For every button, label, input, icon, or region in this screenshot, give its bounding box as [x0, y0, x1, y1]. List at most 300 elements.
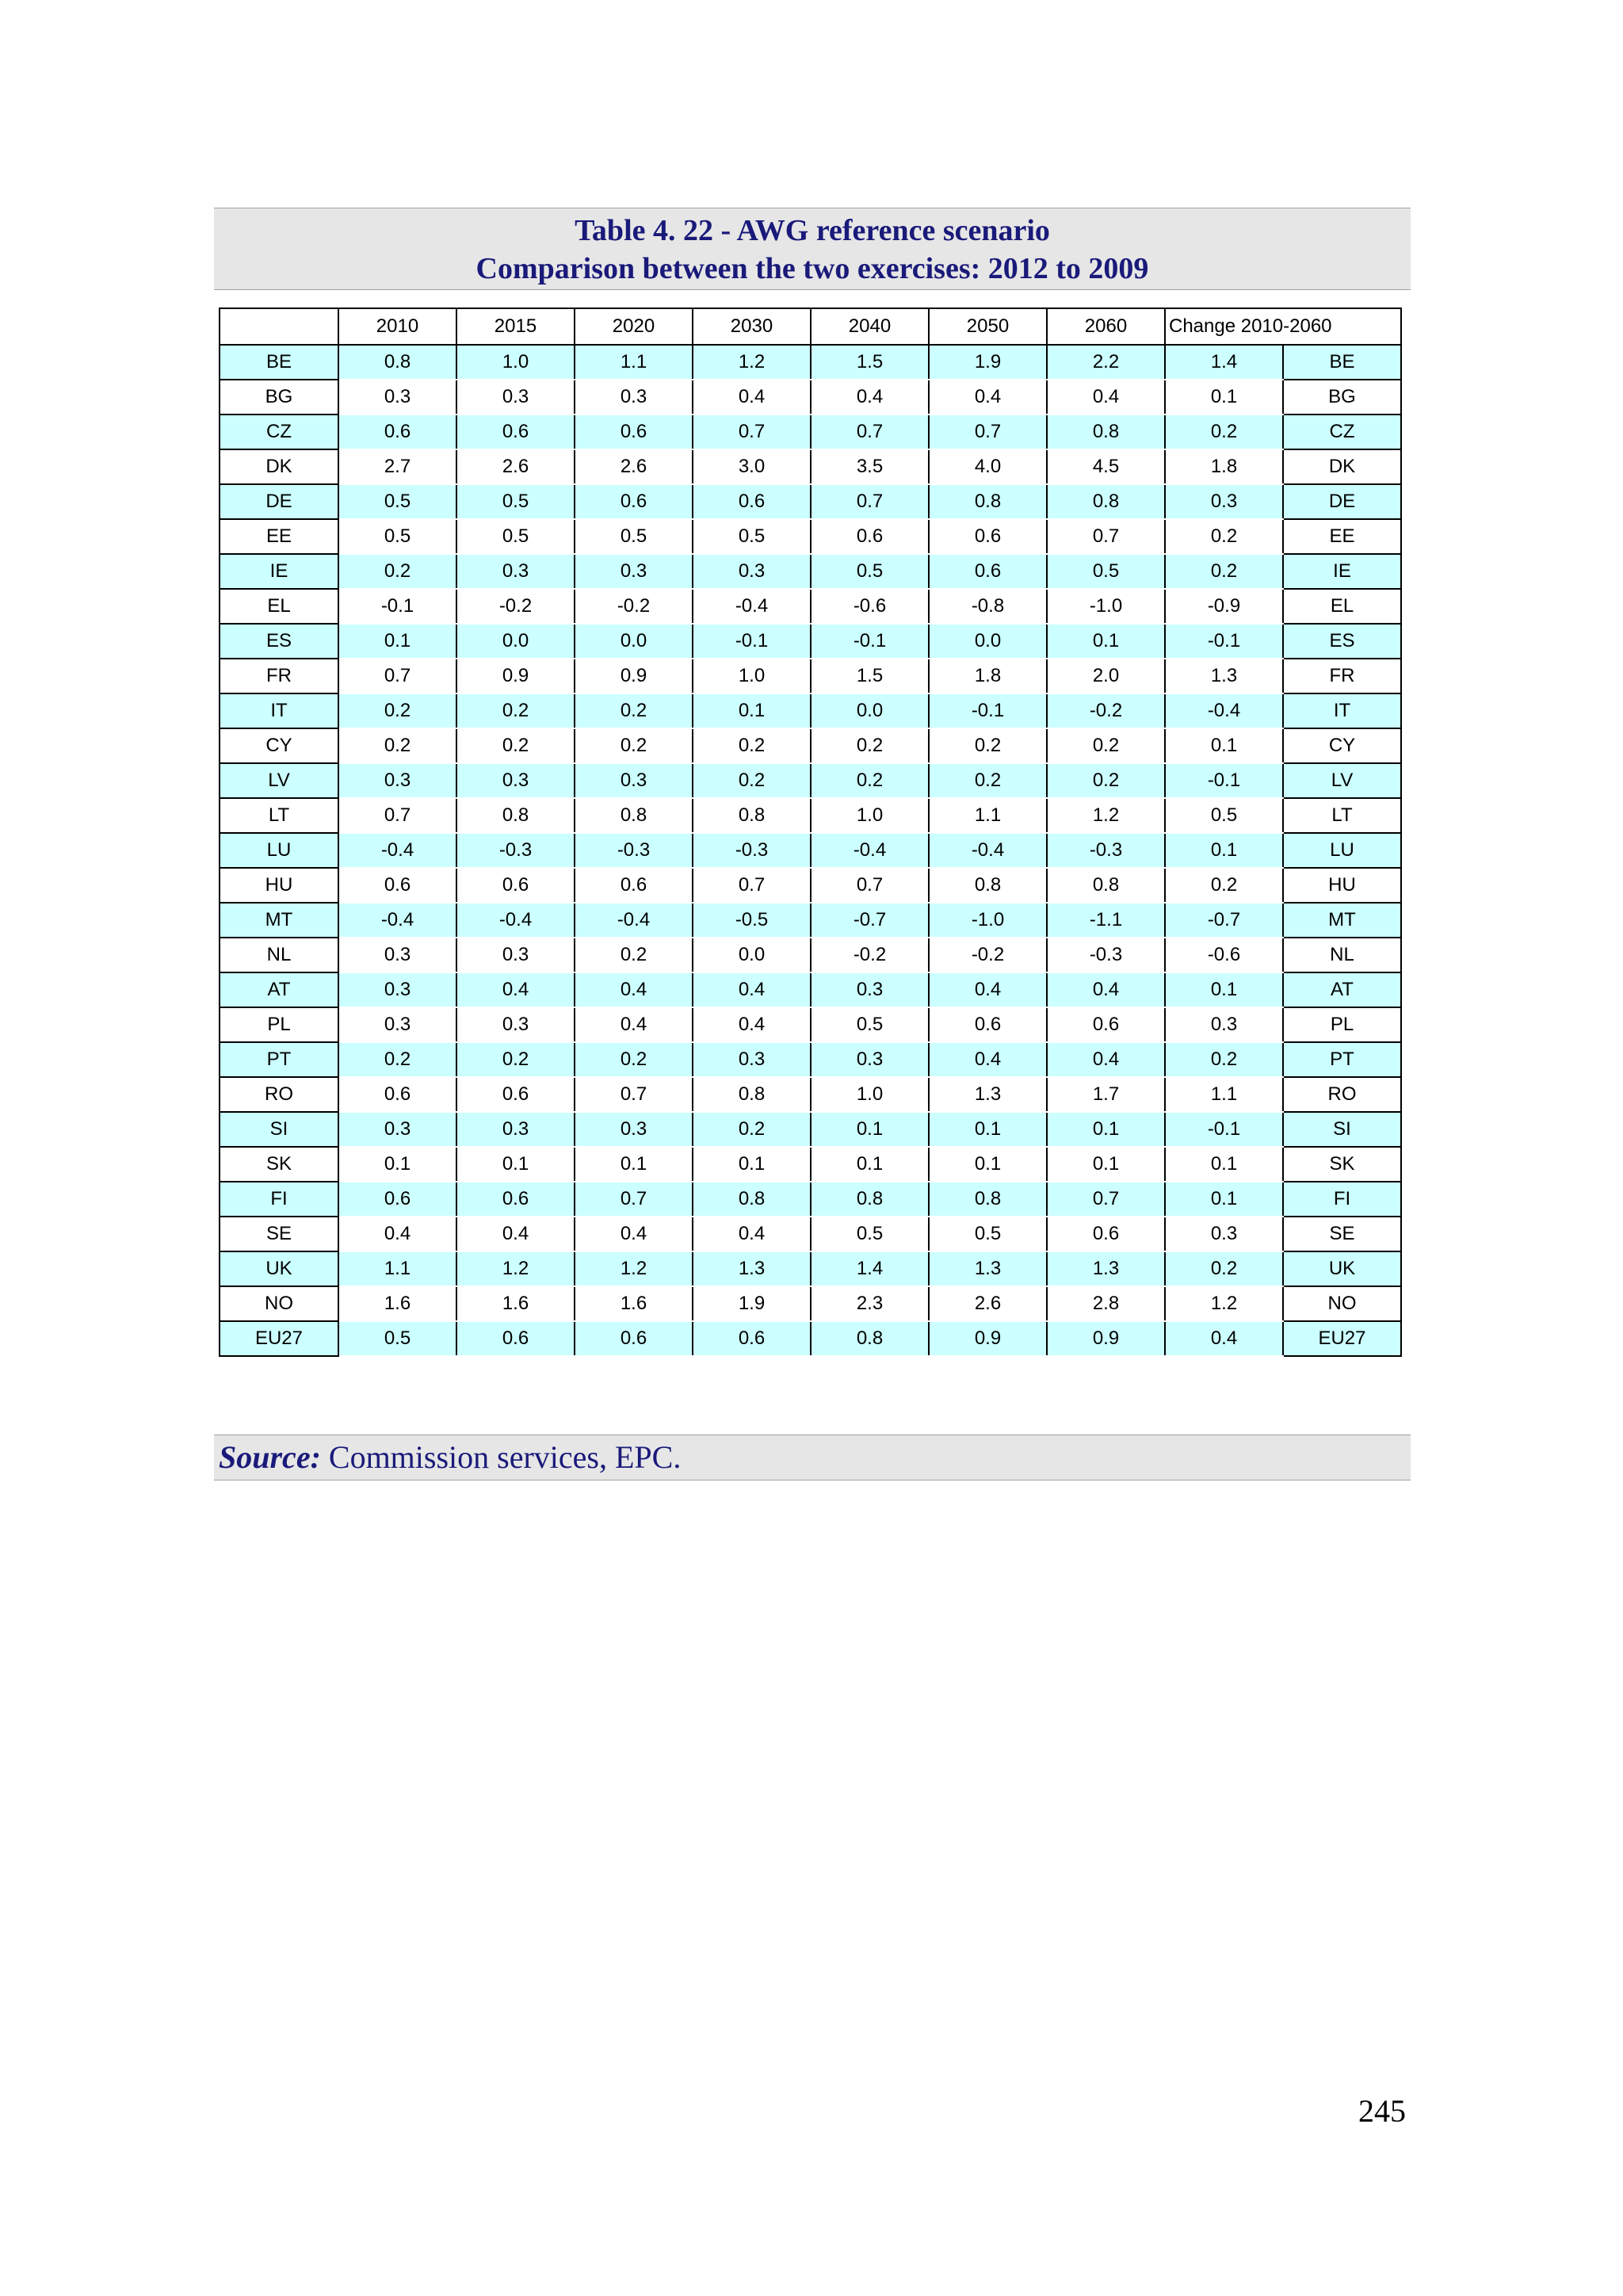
value-cell: 0.4: [693, 1217, 811, 1251]
value-cell: 0.2: [456, 693, 575, 728]
country-cell: EU27: [220, 1321, 338, 1356]
value-cell: 0.7: [575, 1077, 693, 1112]
value-cell: -0.2: [929, 938, 1047, 972]
table-row: [220, 868, 1401, 903]
value-cell: 0.3: [1165, 1007, 1283, 1042]
value-cell: 0.6: [1047, 1217, 1165, 1251]
value-cell: 0.7: [811, 868, 929, 903]
table-row: [220, 1251, 1401, 1286]
value-cell: 1.7: [1047, 1077, 1165, 1112]
value-cell: 0.6: [929, 554, 1047, 589]
header-cell-2015: 2015: [456, 308, 575, 345]
country-cell: AT: [220, 972, 338, 1007]
value-cell: 0.4: [1047, 1042, 1165, 1077]
value-cell: 0.3: [575, 763, 693, 798]
country-code-cell: LV: [1283, 763, 1401, 798]
table-row: [220, 1112, 1401, 1147]
value-cell: 0.6: [456, 1182, 575, 1217]
table-row: [220, 484, 1401, 519]
value-cell: 0.8: [575, 798, 693, 833]
value-cell: 0.8: [693, 798, 811, 833]
country-cell: FR: [220, 659, 338, 693]
value-cell: -0.3: [1047, 938, 1165, 972]
value-cell: 0.0: [811, 693, 929, 728]
value-cell: 0.4: [693, 380, 811, 415]
value-cell: 0.7: [338, 659, 456, 693]
value-cell: 1.6: [338, 1286, 456, 1321]
country-cell: CY: [220, 728, 338, 763]
value-cell: 1.3: [693, 1251, 811, 1286]
country-code-cell: PL: [1283, 1007, 1401, 1042]
country-code-cell: ES: [1283, 624, 1401, 659]
value-cell: -1.0: [929, 903, 1047, 938]
country-code-cell: LT: [1283, 798, 1401, 833]
value-cell: 1.3: [929, 1251, 1047, 1286]
value-cell: -0.2: [575, 589, 693, 624]
country-cell: FI: [220, 1182, 338, 1217]
value-cell: 0.5: [575, 519, 693, 554]
header-cell-change: Change 2010-2060: [1165, 308, 1401, 345]
value-cell: 0.0: [693, 938, 811, 972]
value-cell: -0.4: [1165, 693, 1283, 728]
value-cell: 0.1: [1047, 624, 1165, 659]
value-cell: -0.1: [693, 624, 811, 659]
value-cell: 4.5: [1047, 449, 1165, 484]
value-cell: 0.8: [1047, 415, 1165, 449]
value-cell: -1.0: [1047, 589, 1165, 624]
value-cell: -0.5: [693, 903, 811, 938]
value-cell: 2.8: [1047, 1286, 1165, 1321]
value-cell: 0.1: [1047, 1112, 1165, 1147]
table-row: [220, 1007, 1401, 1042]
value-cell: 0.7: [1047, 519, 1165, 554]
value-cell: 0.5: [811, 554, 929, 589]
value-cell: 0.9: [1047, 1321, 1165, 1356]
value-cell: 1.9: [693, 1286, 811, 1321]
value-cell: 0.2: [338, 1042, 456, 1077]
value-cell: 0.7: [811, 415, 929, 449]
value-cell: 0.0: [929, 624, 1047, 659]
country-cell: MT: [220, 903, 338, 938]
value-cell: 0.8: [1047, 868, 1165, 903]
table-row: [220, 1077, 1401, 1112]
country-cell: NL: [220, 938, 338, 972]
value-cell: 0.6: [693, 1321, 811, 1356]
value-cell: 0.4: [929, 380, 1047, 415]
header-cell-2010: 2010: [338, 308, 456, 345]
table-title-band: [214, 208, 1411, 290]
value-cell: 0.2: [1047, 728, 1165, 763]
country-cell: LU: [220, 833, 338, 868]
country-cell: DK: [220, 449, 338, 484]
value-cell: 0.5: [456, 484, 575, 519]
value-cell: 0.3: [456, 1112, 575, 1147]
country-code-cell: LU: [1283, 833, 1401, 868]
country-code-cell: HU: [1283, 868, 1401, 903]
country-cell: NO: [220, 1286, 338, 1321]
value-cell: -0.1: [1165, 624, 1283, 659]
value-cell: 0.6: [338, 415, 456, 449]
country-code-cell: NL: [1283, 938, 1401, 972]
value-cell: 1.1: [929, 798, 1047, 833]
value-cell: -0.1: [338, 589, 456, 624]
value-cell: 0.1: [1165, 1182, 1283, 1217]
value-cell: 1.5: [811, 659, 929, 693]
value-cell: 0.0: [456, 624, 575, 659]
country-cell: SI: [220, 1112, 338, 1147]
value-cell: -0.1: [1165, 763, 1283, 798]
value-cell: 0.4: [575, 1217, 693, 1251]
value-cell: 0.1: [1165, 380, 1283, 415]
value-cell: 0.4: [811, 380, 929, 415]
value-cell: 1.2: [1047, 798, 1165, 833]
table-row: [220, 1286, 1401, 1321]
value-cell: 0.6: [693, 484, 811, 519]
country-code-cell: NO: [1283, 1286, 1401, 1321]
value-cell: 1.3: [929, 1077, 1047, 1112]
value-cell: 2.0: [1047, 659, 1165, 693]
value-cell: 0.3: [811, 1042, 929, 1077]
value-cell: 0.4: [929, 972, 1047, 1007]
country-code-cell: IT: [1283, 693, 1401, 728]
value-cell: 0.1: [1165, 728, 1283, 763]
value-cell: 1.1: [338, 1251, 456, 1286]
value-cell: 0.3: [575, 1112, 693, 1147]
value-cell: -0.3: [693, 833, 811, 868]
header-cell-2020: 2020: [575, 308, 693, 345]
value-cell: -0.9: [1165, 589, 1283, 624]
country-code-cell: MT: [1283, 903, 1401, 938]
value-cell: 0.8: [456, 798, 575, 833]
country-code-cell: BE: [1283, 345, 1401, 380]
country-cell: IE: [220, 554, 338, 589]
value-cell: 0.7: [1047, 1182, 1165, 1217]
value-cell: 0.5: [811, 1007, 929, 1042]
country-code-cell: IE: [1283, 554, 1401, 589]
country-code-cell: FI: [1283, 1182, 1401, 1217]
value-cell: 0.2: [1165, 554, 1283, 589]
value-cell: 1.2: [456, 1251, 575, 1286]
value-cell: 1.5: [811, 345, 929, 380]
value-cell: 0.3: [456, 554, 575, 589]
value-cell: 0.3: [693, 554, 811, 589]
value-cell: 0.6: [456, 1321, 575, 1356]
value-cell: 0.3: [575, 380, 693, 415]
value-cell: 0.2: [929, 728, 1047, 763]
value-cell: 1.0: [811, 798, 929, 833]
value-cell: 0.2: [338, 693, 456, 728]
value-cell: 0.8: [693, 1182, 811, 1217]
value-cell: 0.5: [929, 1217, 1047, 1251]
value-cell: 0.8: [811, 1321, 929, 1356]
value-cell: 0.3: [693, 1042, 811, 1077]
value-cell: 1.0: [811, 1077, 929, 1112]
table-row: [220, 938, 1401, 972]
page-number: 245: [1358, 2093, 1406, 2129]
value-cell: 0.8: [811, 1182, 929, 1217]
table-row: [220, 380, 1401, 415]
value-cell: 0.8: [1047, 484, 1165, 519]
value-cell: 0.6: [575, 1321, 693, 1356]
table-row: [220, 415, 1401, 449]
value-cell: 0.1: [338, 1147, 456, 1182]
value-cell: 1.1: [575, 345, 693, 380]
table-row: [220, 589, 1401, 624]
value-cell: 0.3: [338, 1112, 456, 1147]
value-cell: 0.2: [811, 728, 929, 763]
table-row: [220, 728, 1401, 763]
data-table-container: [219, 308, 1402, 1357]
country-cell: CZ: [220, 415, 338, 449]
value-cell: 2.2: [1047, 345, 1165, 380]
table-row: [220, 972, 1401, 1007]
value-cell: -0.4: [811, 833, 929, 868]
value-cell: 0.2: [456, 1042, 575, 1077]
header-cell-2040: 2040: [811, 308, 929, 345]
value-cell: -0.7: [811, 903, 929, 938]
value-cell: 0.8: [693, 1077, 811, 1112]
country-cell: EL: [220, 589, 338, 624]
country-cell: RO: [220, 1077, 338, 1112]
country-cell: ES: [220, 624, 338, 659]
value-cell: -0.6: [811, 589, 929, 624]
value-cell: 0.2: [1165, 1042, 1283, 1077]
country-cell: BG: [220, 380, 338, 415]
value-cell: 0.5: [338, 519, 456, 554]
value-cell: 0.1: [811, 1112, 929, 1147]
value-cell: 0.3: [338, 938, 456, 972]
value-cell: 0.6: [575, 868, 693, 903]
table-row: [220, 1182, 1401, 1217]
table-row: [220, 763, 1401, 798]
table-row: [220, 693, 1401, 728]
value-cell: 0.3: [456, 1007, 575, 1042]
country-code-cell: SK: [1283, 1147, 1401, 1182]
value-cell: 0.1: [811, 1147, 929, 1182]
value-cell: 1.9: [929, 345, 1047, 380]
value-cell: 0.5: [338, 484, 456, 519]
value-cell: 1.3: [1165, 659, 1283, 693]
value-cell: 0.6: [456, 1077, 575, 1112]
country-code-cell: CY: [1283, 728, 1401, 763]
table-row: [220, 659, 1401, 693]
value-cell: 0.6: [929, 1007, 1047, 1042]
country-cell: EE: [220, 519, 338, 554]
country-code-cell: SE: [1283, 1217, 1401, 1251]
value-cell: 0.6: [811, 519, 929, 554]
value-cell: -0.6: [1165, 938, 1283, 972]
value-cell: 0.6: [1047, 1007, 1165, 1042]
value-cell: 0.4: [1047, 380, 1165, 415]
value-cell: 0.9: [575, 659, 693, 693]
country-code-cell: PT: [1283, 1042, 1401, 1077]
country-code-cell: BG: [1283, 380, 1401, 415]
table-title-line-2: Comparison between the two exercises: 2012 to 2009: [475, 252, 1149, 285]
value-cell: 0.5: [456, 519, 575, 554]
value-cell: -0.3: [456, 833, 575, 868]
value-cell: 0.7: [338, 798, 456, 833]
header-cell-2050: 2050: [929, 308, 1047, 345]
value-cell: 0.5: [338, 1321, 456, 1356]
value-cell: -0.2: [456, 589, 575, 624]
country-code-cell: EE: [1283, 519, 1401, 554]
table-row: [220, 798, 1401, 833]
value-cell: 0.2: [1165, 868, 1283, 903]
country-cell: PT: [220, 1042, 338, 1077]
country-cell: SE: [220, 1217, 338, 1251]
table-header-row: [220, 308, 1401, 345]
value-cell: 0.4: [456, 972, 575, 1007]
value-cell: 0.3: [456, 938, 575, 972]
value-cell: 0.3: [456, 380, 575, 415]
value-cell: 0.6: [575, 415, 693, 449]
value-cell: 2.6: [575, 449, 693, 484]
value-cell: -0.4: [456, 903, 575, 938]
table-row: [220, 345, 1401, 380]
table-row: [220, 1042, 1401, 1077]
value-cell: 1.8: [929, 659, 1047, 693]
value-cell: 1.6: [456, 1286, 575, 1321]
country-code-cell: UK: [1283, 1251, 1401, 1286]
value-cell: 0.1: [1165, 1147, 1283, 1182]
value-cell: 0.2: [338, 728, 456, 763]
value-cell: 0.3: [338, 763, 456, 798]
country-code-cell: AT: [1283, 972, 1401, 1007]
country-code-cell: RO: [1283, 1077, 1401, 1112]
table-row: [220, 1321, 1401, 1356]
value-cell: 1.8: [1165, 449, 1283, 484]
header-cell-blank: [220, 308, 338, 345]
value-cell: 0.8: [929, 484, 1047, 519]
value-cell: 2.7: [338, 449, 456, 484]
value-cell: -0.3: [1047, 833, 1165, 868]
country-code-cell: DE: [1283, 484, 1401, 519]
value-cell: 0.1: [1047, 1147, 1165, 1182]
value-cell: 0.4: [929, 1042, 1047, 1077]
value-cell: 0.2: [575, 938, 693, 972]
value-cell: 3.0: [693, 449, 811, 484]
table-row: [220, 519, 1401, 554]
value-cell: 2.6: [929, 1286, 1047, 1321]
value-cell: -0.2: [811, 938, 929, 972]
value-cell: 1.3: [1047, 1251, 1165, 1286]
value-cell: -0.2: [1047, 693, 1165, 728]
value-cell: 0.3: [811, 972, 929, 1007]
value-cell: 1.0: [456, 345, 575, 380]
value-cell: 0.9: [929, 1321, 1047, 1356]
value-cell: 0.4: [1047, 972, 1165, 1007]
value-cell: 0.7: [693, 415, 811, 449]
country-cell: UK: [220, 1251, 338, 1286]
value-cell: 0.6: [338, 868, 456, 903]
value-cell: 0.2: [693, 763, 811, 798]
value-cell: 0.5: [693, 519, 811, 554]
value-cell: 1.2: [693, 345, 811, 380]
value-cell: 0.2: [693, 1112, 811, 1147]
value-cell: -0.8: [929, 589, 1047, 624]
value-cell: 0.5: [1047, 554, 1165, 589]
value-cell: 0.6: [338, 1077, 456, 1112]
value-cell: 1.2: [1165, 1286, 1283, 1321]
country-cell: HU: [220, 868, 338, 903]
value-cell: 0.1: [693, 1147, 811, 1182]
value-cell: 0.2: [693, 728, 811, 763]
table-row: [220, 903, 1401, 938]
value-cell: 1.2: [575, 1251, 693, 1286]
value-cell: 1.6: [575, 1286, 693, 1321]
value-cell: 0.4: [575, 1007, 693, 1042]
table-row: [220, 554, 1401, 589]
table-row: [220, 833, 1401, 868]
value-cell: 0.2: [811, 763, 929, 798]
value-cell: 0.1: [929, 1112, 1047, 1147]
table-row: [220, 624, 1401, 659]
value-cell: 0.2: [575, 693, 693, 728]
value-cell: -0.4: [338, 903, 456, 938]
value-cell: 0.8: [338, 345, 456, 380]
value-cell: 0.2: [456, 728, 575, 763]
country-cell: SK: [220, 1147, 338, 1182]
value-cell: 0.3: [338, 1007, 456, 1042]
value-cell: 0.6: [338, 1182, 456, 1217]
country-cell: BE: [220, 345, 338, 380]
value-cell: 0.4: [338, 1217, 456, 1251]
value-cell: 0.1: [1165, 833, 1283, 868]
country-cell: DE: [220, 484, 338, 519]
value-cell: -0.3: [575, 833, 693, 868]
value-cell: -0.4: [575, 903, 693, 938]
value-cell: 3.5: [811, 449, 929, 484]
value-cell: 0.3: [338, 972, 456, 1007]
value-cell: 0.8: [929, 1182, 1047, 1217]
country-cell: IT: [220, 693, 338, 728]
country-code-cell: EU27: [1283, 1321, 1401, 1356]
country-code-cell: CZ: [1283, 415, 1401, 449]
value-cell: 0.8: [929, 868, 1047, 903]
value-cell: 0.1: [338, 624, 456, 659]
value-cell: 1.4: [811, 1251, 929, 1286]
header-cell-2060: 2060: [1047, 308, 1165, 345]
value-cell: 0.3: [338, 380, 456, 415]
value-cell: -0.7: [1165, 903, 1283, 938]
value-cell: 0.1: [575, 1147, 693, 1182]
value-cell: 0.5: [1165, 798, 1283, 833]
value-cell: -0.4: [338, 833, 456, 868]
value-cell: 0.2: [929, 763, 1047, 798]
country-code-cell: SI: [1283, 1112, 1401, 1147]
value-cell: 0.0: [575, 624, 693, 659]
source-label: Source:: [219, 1439, 321, 1475]
value-cell: 2.3: [811, 1286, 929, 1321]
value-cell: 0.4: [693, 972, 811, 1007]
value-cell: 0.4: [1165, 1321, 1283, 1356]
data-table: [219, 308, 1402, 1357]
value-cell: -0.1: [811, 624, 929, 659]
value-cell: 0.2: [1165, 415, 1283, 449]
value-cell: 0.3: [575, 554, 693, 589]
value-cell: 1.1: [1165, 1077, 1283, 1112]
value-cell: -1.1: [1047, 903, 1165, 938]
value-cell: 0.7: [693, 868, 811, 903]
value-cell: 0.7: [575, 1182, 693, 1217]
value-cell: 0.2: [1165, 519, 1283, 554]
value-cell: 0.6: [456, 415, 575, 449]
value-cell: 0.3: [1165, 1217, 1283, 1251]
country-code-cell: EL: [1283, 589, 1401, 624]
value-cell: 0.1: [929, 1147, 1047, 1182]
value-cell: -0.4: [693, 589, 811, 624]
value-cell: 0.4: [456, 1217, 575, 1251]
